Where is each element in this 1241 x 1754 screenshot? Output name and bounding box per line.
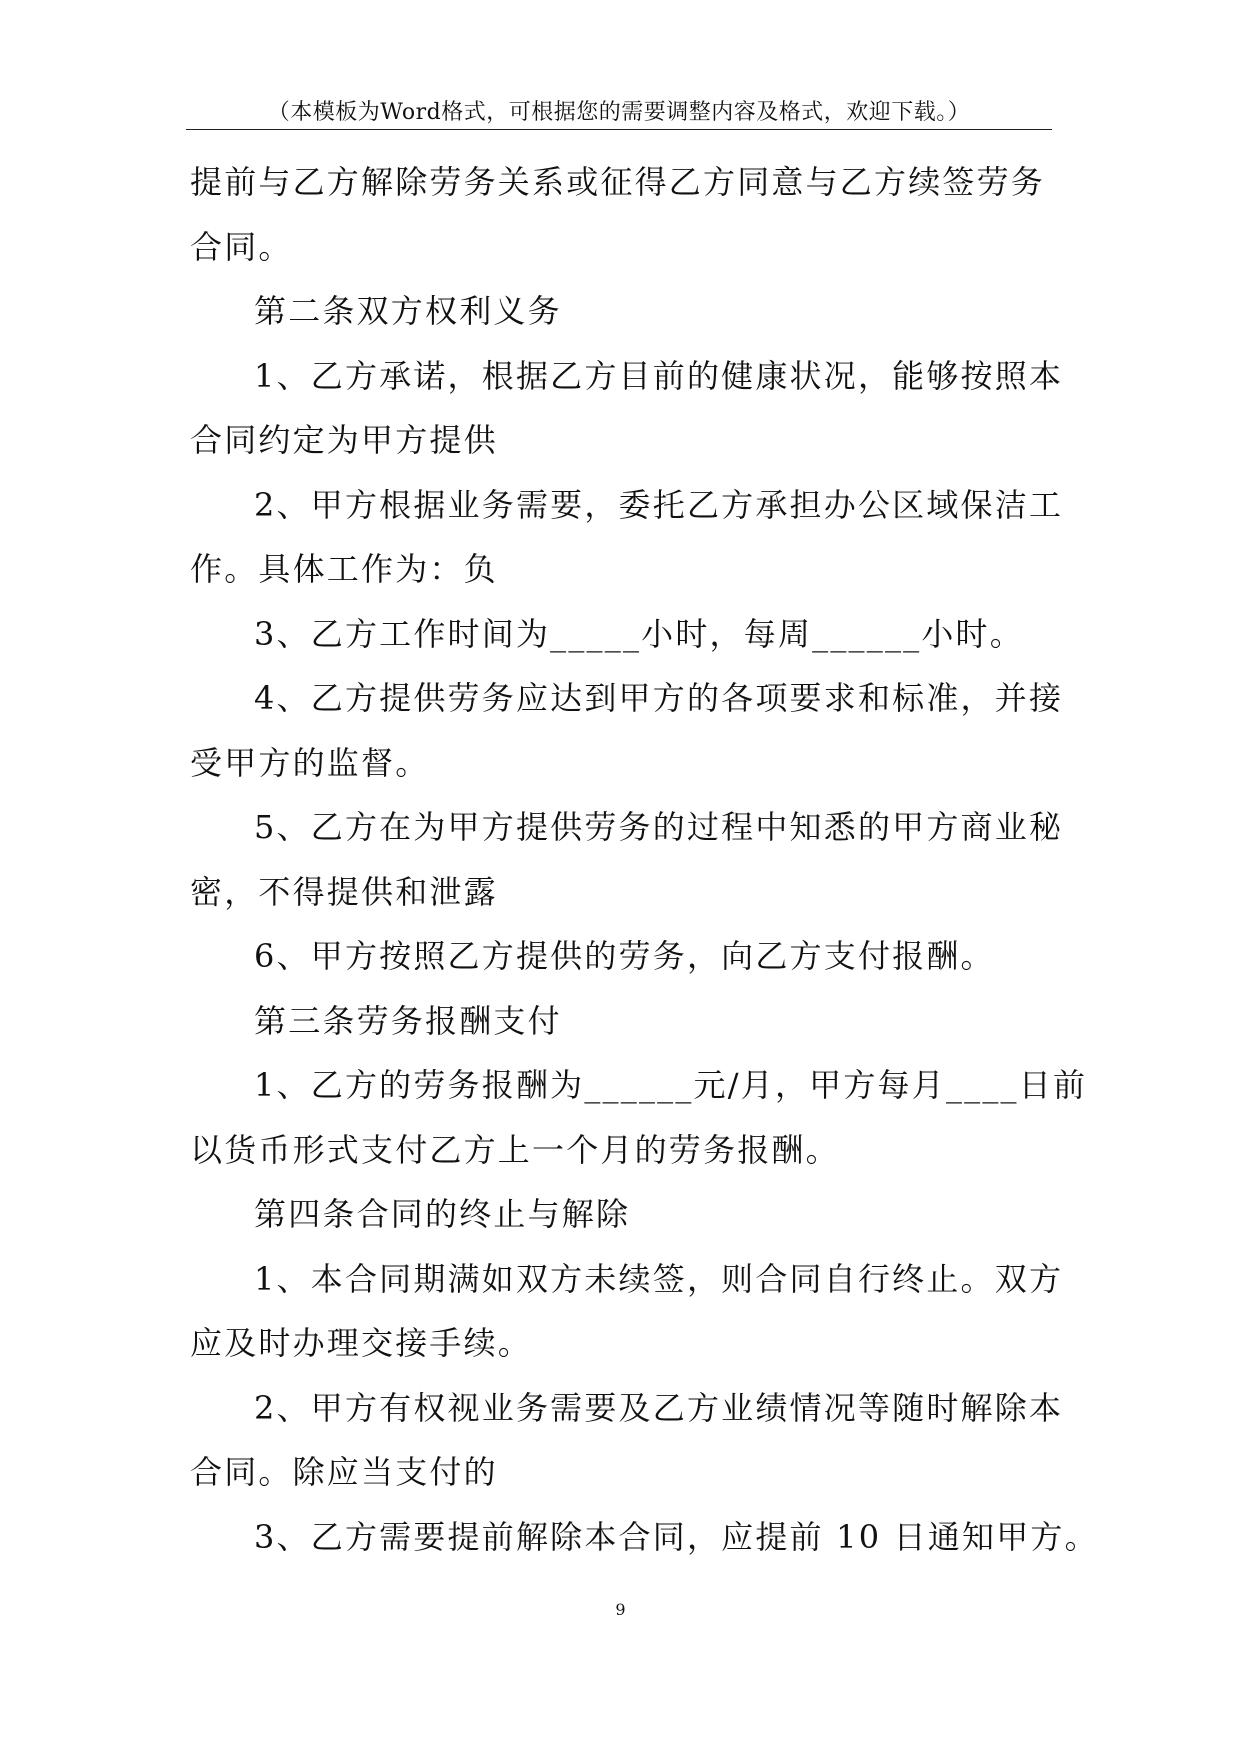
paragraph-line: 以货币形式支付乙方上一个月的劳务报酬。 (190, 1130, 840, 1169)
paragraph-line: 合同约定为甲方提供 (190, 421, 498, 459)
paragraph-line: 合同。 (190, 227, 293, 266)
section-heading: 第二条双方权利义务 (254, 292, 562, 330)
paragraph-line: 3、乙方需要提前解除本合同，应提前 10 日通知甲方。 (254, 1517, 1099, 1556)
paragraph-line: 3、乙方工作时间为_____小时，每周______小时。 (254, 614, 1024, 653)
paragraph-line: 2、甲方有权视业务需要及乙方业绩情况等随时解除本 (254, 1388, 1064, 1427)
paragraph-line: 1、乙方承诺，根据乙方目前的健康状况，能够按照本 (254, 356, 1064, 395)
paragraph-line: 合同。除应当支付的 (190, 1453, 498, 1491)
paragraph-line: 1、本合同期满如双方未续签，则合同自行终止。双方 (254, 1259, 1064, 1298)
section-heading: 第四条合同的终止与解除 (254, 1195, 631, 1233)
paragraph-line: 6、甲方按照乙方提供的劳务，向乙方支付报酬。 (254, 937, 995, 975)
header-divider (186, 129, 1052, 130)
page-number: 9 (615, 1600, 626, 1619)
paragraph-line: 2、甲方根据业务需要，委托乙方承担办公区域保洁工 (254, 485, 1064, 524)
section-heading: 第三条劳务报酬支付 (254, 1001, 562, 1040)
paragraph-line: 5、乙方在为甲方提供劳务的过程中知悉的甲方商业秘 (254, 808, 1064, 846)
paragraph-line: 作。具体工作为：负 (190, 550, 498, 588)
paragraph-line: 1、乙方的劳务报酬为______元/月，甲方每月____日前 (254, 1066, 1088, 1104)
header-note: （本模板为Word格式，可根据您的需要调整内容及格式，欢迎下载。） (267, 100, 971, 125)
paragraph-line: 提前与乙方解除劳务关系或征得乙方同意与乙方续签劳务 (190, 163, 1046, 201)
paragraph-line: 受甲方的监督。 (190, 743, 430, 782)
paragraph-line: 4、乙方提供劳务应达到甲方的各项要求和标准，并接 (254, 679, 1064, 717)
paragraph-line: 应及时办理交接手续。 (190, 1324, 533, 1362)
paragraph-line: 密，不得提供和泄露 (190, 872, 498, 911)
document-body (190, 150, 1099, 1569)
